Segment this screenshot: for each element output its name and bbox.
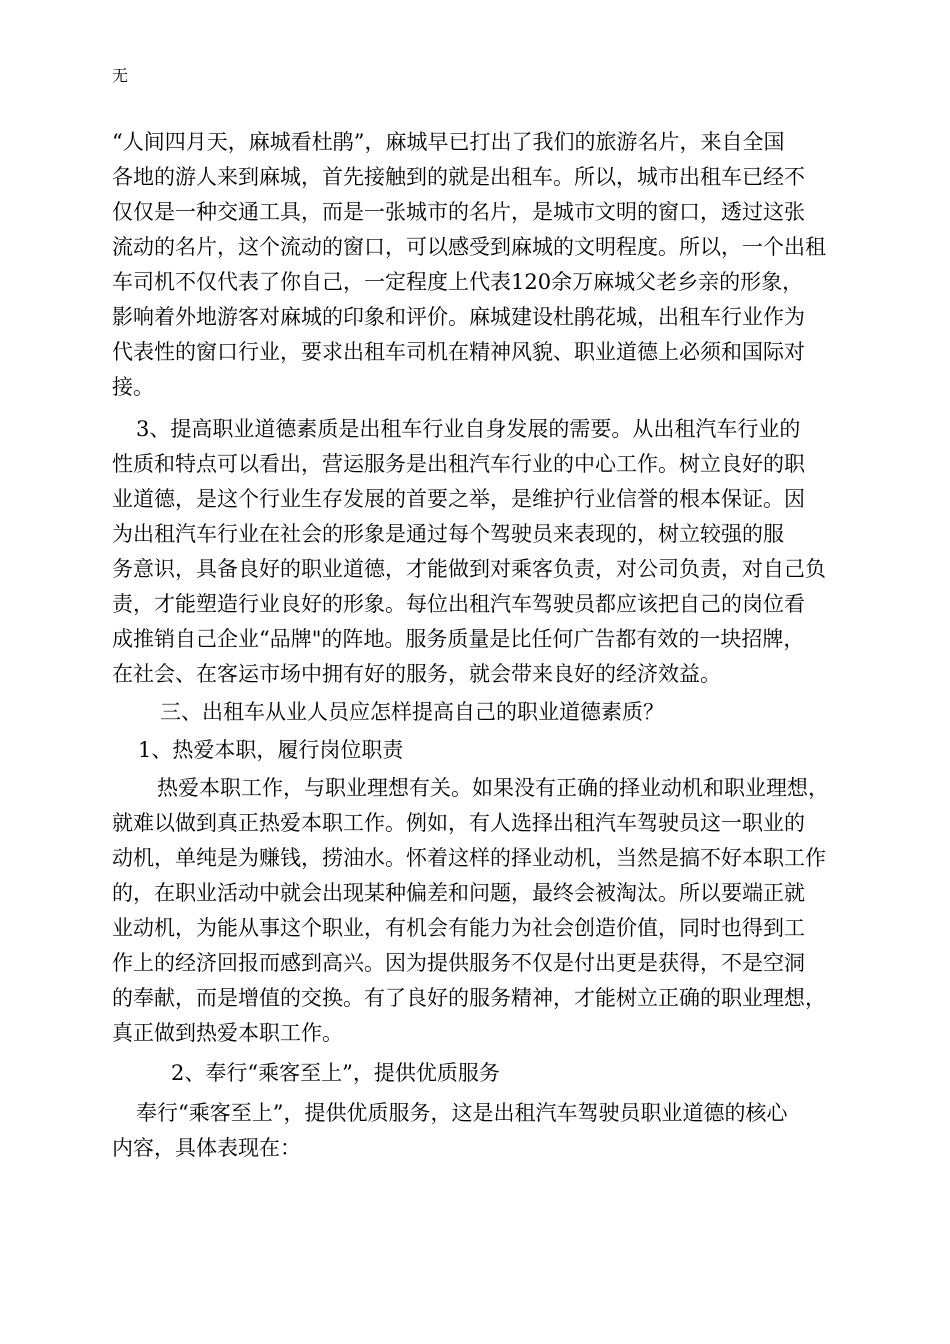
paragraph-line: 接。 [112,375,154,399]
paragraph-line: 流动的名片，这个流动的窗口，可以感受到麻城的文明程度。所以，一个出租 [112,235,826,259]
section-heading: 三、出租车从业人员应怎样提高自己的职业道德素质？ [160,700,664,724]
paragraph-line: 各地的游人来到麻城，首先接触到的就是出租车。所以，城市出租车已经不 [112,165,805,189]
paragraph-line: 热爱本职工作，与职业理想有关。如果没有正确的择业动机和职业理想， [157,776,829,800]
paragraph-line: 性质和特点可以看出，营运服务是出租汽车行业的中心工作。树立良好的职 [112,452,805,476]
paragraph-line: 为出租汽车行业在社会的形象是通过每个驾驶员来表现的，树立较强的服 [112,522,784,546]
paragraph-line: 奉行“乘客至上”，提供优质服务，这是出租汽车驾驶员职业道德的核心 [136,1101,788,1125]
paragraph-line: 成推销自己企业“品牌"的阵地。服务质量是比任何广告都有效的一块招牌， [112,627,805,651]
paragraph-line: 业动机，为能从事这个职业，有机会有能力为社会创造价值，同时也得到工 [112,916,805,940]
paragraph-line: 的奉献，而是增值的交换。有了良好的服务精神，才能树立正确的职业理想， [112,986,826,1010]
paragraph-line: 影响着外地游客对麻城的印象和评价。麻城建设杜鹃花城，出租车行业作为 [112,305,805,329]
subsection-heading: 1、热爱本职，履行岗位职责 [138,738,404,762]
paragraph-line: 仅仅是一种交通工具，而是一张城市的名片，是城市文明的窗口，透过这张 [112,200,805,224]
paragraph-line: 车司机不仅代表了你自己，一定程度上代表120余万麻城父老乡亲的形象， [112,270,804,294]
paragraph-line: 动机，单纯是为赚钱，捞油水。怀着这样的择业动机，当然是搞不好本职工作 [112,846,826,870]
paragraph-line: 业道德，是这个行业生存发展的首要之举，是维护行业信誉的根本保证。因 [112,487,805,511]
paragraph-line: 作上的经济回报而感到高兴。因为提供服务不仅是付出更是获得，不是空洞 [112,951,805,975]
paragraph-line: 就难以做到真正热爱本职工作。例如，有人选择出租汽车驾驶员这一职业的 [112,811,805,835]
paragraph-line: 代表性的窗口行业，要求出租车司机在精神风貌、职业道德上必须和国际对 [112,340,805,364]
paragraph-line: 的，在职业活动中就会出现某种偏差和问题，最终会被淘汰。所以要端正就 [112,881,805,905]
paragraph-line: “人间四月天，麻城看杜鹃”，麻城早已打出了我们的旅游名片，来自全国 [112,130,785,154]
paragraph-line: 在社会、在客运市场中拥有好的服务，就会带来良好的经济效益。 [112,662,721,686]
paragraph-line: 内容，具体表现在： [112,1136,301,1160]
paragraph-line: 务意识，具备良好的职业道德，才能做到对乘客负责，对公司负责，对自己负 [112,557,826,581]
subsection-heading: 2、奉行“乘客至上”，提供优质服务 [171,1061,500,1085]
paragraph-line: 责，才能塑造行业良好的形象。每位出租汽车驾驶员都应该把自己的岗位看 [112,592,805,616]
paragraph-line: 真正做到热爱本职工作。 [112,1021,343,1045]
paragraph-line: 3、提高职业道德素质是出租车行业自身发展的需要。从出租汽车行业的 [136,417,801,441]
page-header: 无 [112,66,129,85]
